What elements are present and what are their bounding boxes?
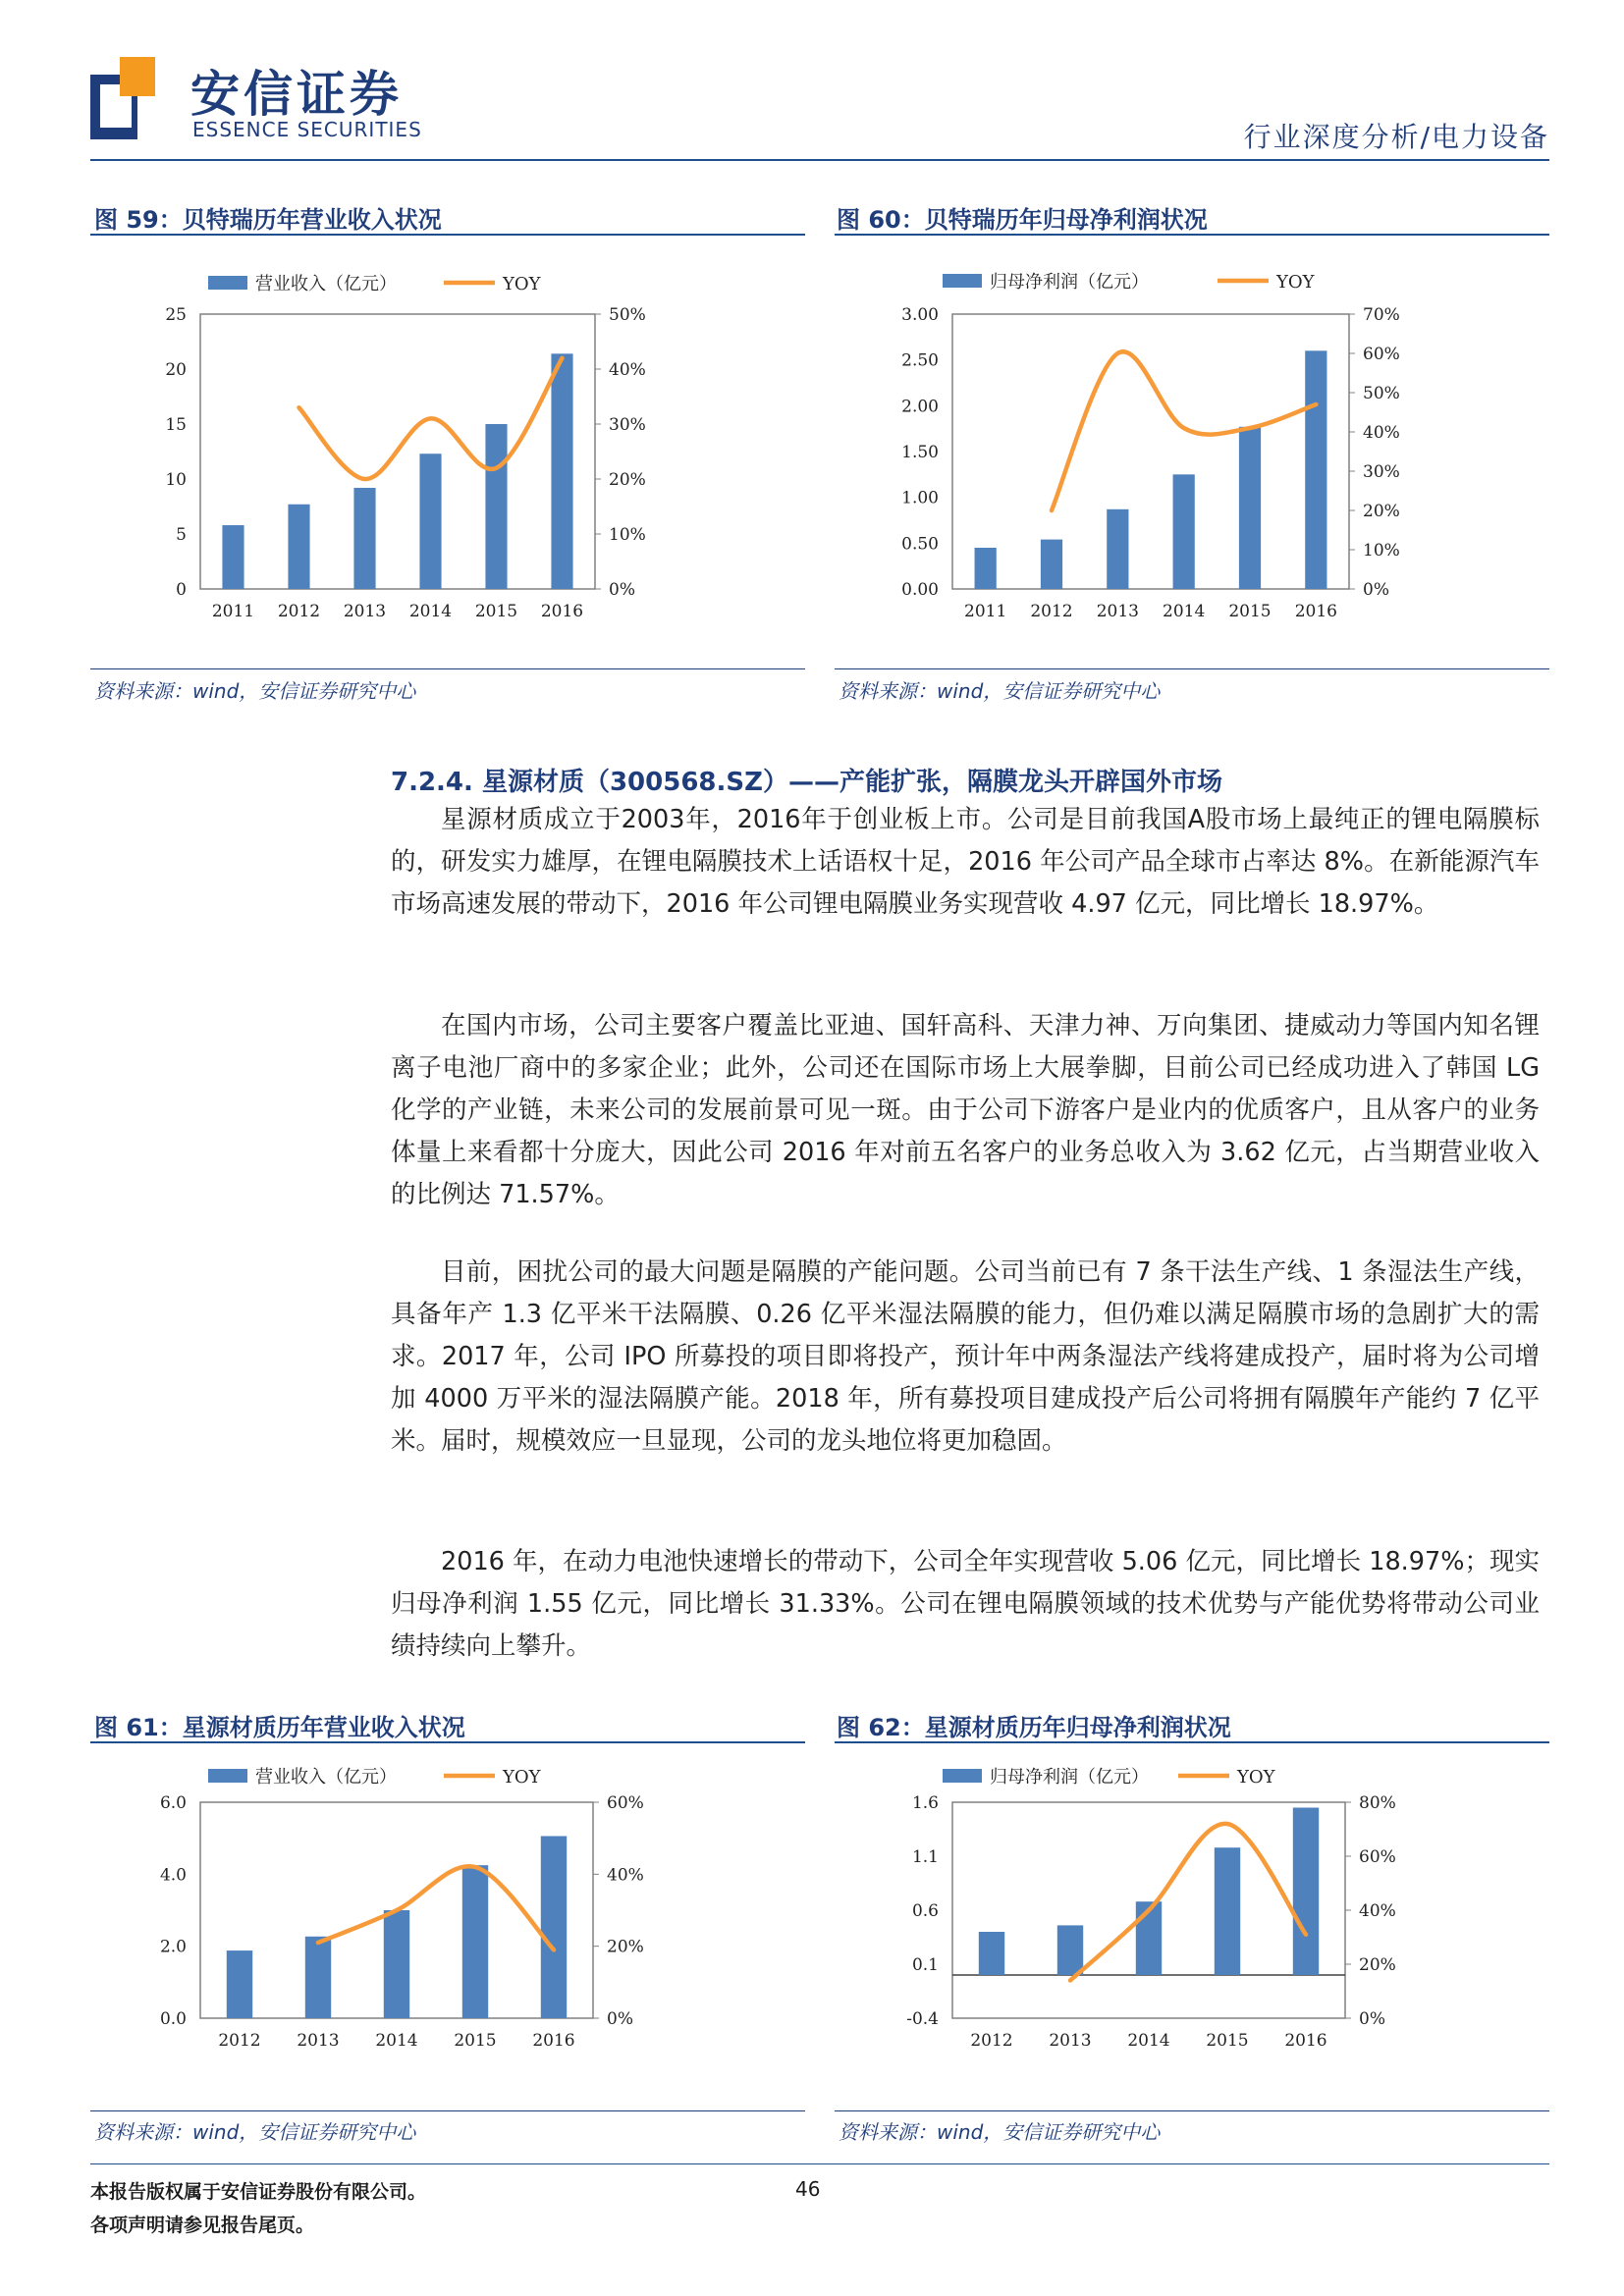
bar-2013	[1107, 509, 1128, 589]
left-axis-tick-label: 10	[165, 470, 187, 490]
left-axis-tick-label: 2.0	[159, 1937, 187, 1957]
bar-2016	[551, 353, 572, 589]
right-axis-tick-label: 0%	[607, 2009, 633, 2029]
figure-61-source: 资料来源：wind，安信证券研究中心	[94, 2120, 416, 2144]
x-axis-tick-label: 2013	[1049, 2031, 1092, 2051]
right-axis-tick-label: 10%	[1363, 541, 1400, 561]
figure-61-source-rule	[90, 2110, 805, 2111]
left-axis-tick-label: 0.6	[911, 1901, 939, 1921]
x-axis-tick-label: 2015	[474, 602, 518, 621]
right-axis-tick-label: 30%	[1363, 462, 1400, 482]
left-axis-tick-label: 15	[165, 415, 187, 435]
right-axis-tick-label: 20%	[609, 470, 646, 490]
x-axis-tick-label: 2016	[540, 602, 584, 621]
bar-2013	[1057, 1925, 1083, 1975]
left-axis-tick-label: 2.50	[901, 350, 939, 371]
right-axis-tick-label: 80%	[1359, 1793, 1396, 1813]
page-number: 46	[795, 2177, 821, 2201]
bar-2013	[305, 1937, 331, 2018]
legend-bar-label: 归母净利润（亿元）	[990, 272, 1149, 293]
legend-line-label: YOY	[503, 274, 541, 294]
right-axis-tick-label: 20%	[1363, 502, 1400, 521]
x-axis-tick-label: 2014	[408, 602, 453, 621]
x-axis-tick-label: 2015	[1228, 602, 1272, 621]
yoy-line	[1070, 1824, 1306, 1981]
left-axis-tick-label: 1.6	[911, 1793, 939, 1813]
figure-60-source-rule	[835, 668, 1549, 669]
footer-divider	[90, 2163, 1549, 2164]
header-divider	[90, 159, 1549, 161]
legend-bar-label: 营业收入（亿元）	[255, 1767, 397, 1788]
bar-2014	[384, 1910, 409, 2018]
right-axis-tick-label: 60%	[1359, 1847, 1396, 1867]
figure-61-title-rule	[90, 1741, 805, 1743]
x-axis-tick-label: 2011	[964, 602, 1007, 621]
x-axis-tick-label: 2013	[297, 2031, 340, 2051]
x-axis-tick-label: 2014	[1163, 602, 1206, 621]
x-axis-tick-label: 2015	[1206, 2031, 1249, 2051]
x-axis-tick-label: 2013	[343, 602, 387, 621]
figure-62-title: 图 62：星源材质历年归母净利润状况	[837, 1714, 1231, 1741]
left-axis-tick-label: 0.1	[911, 1955, 939, 1975]
right-axis-tick-label: 40%	[1359, 1901, 1396, 1921]
right-axis-tick-label: 60%	[1363, 345, 1400, 364]
figure-61-title: 图 61：星源材质历年营业收入状况	[94, 1714, 465, 1741]
legend-bar-label: 营业收入（亿元）	[255, 274, 397, 294]
x-axis-tick-label: 2012	[1030, 602, 1073, 621]
bar-2014	[419, 454, 441, 589]
x-axis-tick-label: 2013	[1096, 602, 1139, 621]
bar-2016	[1293, 1808, 1319, 1976]
x-axis-tick-label: 2016	[532, 2031, 575, 2051]
left-axis-tick-label: 2.00	[901, 397, 939, 417]
company-logo-icon	[90, 57, 155, 139]
x-axis-tick-label: 2012	[218, 2031, 261, 2051]
right-axis-tick-label: 20%	[1359, 1955, 1396, 1975]
figure-59-source: 资料来源：wind，安信证券研究中心	[94, 679, 416, 703]
bar-2012	[227, 1950, 252, 2018]
yoy-line	[318, 1866, 554, 1949]
left-axis-tick-label: -0.4	[906, 2009, 939, 2029]
left-axis-tick-label: 4.0	[159, 1865, 187, 1886]
figure-62-title-rule	[835, 1741, 1549, 1743]
left-axis-tick-label: 0.00	[901, 580, 939, 600]
company-name-en: ESSENCE SECURITIES	[192, 118, 422, 141]
paragraph-3: 目前，困扰公司的最大问题是隔膜的产能问题。公司当前已有 7 条干法生产线、1 条湿法生产线，具备年产 1.3 亿平米干法隔膜、0.26 亿平米湿法隔膜的能力，但仍难以满足隔膜市场的急剧扩大的需求。2017 年，公司 IPO 所募投的项目即将投产，预计年中两条湿法产线将建成投产，届时将为公司增加 4000 万平米的湿法隔膜产能。2018 年，所有募投项目建成投产后公司将拥有隔膜年产能约 7 亿平米。届时，规模效应一旦显现，公司的龙头地位将更加稳固。	[391, 1257, 1540, 1456]
bar-2015	[485, 424, 507, 589]
right-axis-tick-label: 0%	[1359, 2009, 1385, 2029]
legend-line-label: YOY	[503, 1767, 541, 1788]
bar-2011	[975, 548, 997, 589]
left-axis-tick-label: 0.0	[159, 2009, 187, 2029]
x-axis-tick-label: 2012	[970, 2031, 1013, 2051]
left-axis-tick-label: 25	[165, 305, 187, 325]
paragraph-2: 在国内市场，公司主要客户覆盖比亚迪、国轩高科、天津力神、万向集团、捷威动力等国内知名锂离子电池厂商中的多家企业；此外，公司还在国际市场上大展拳脚，目前公司已经成功进入了韩国 LG 化学的产业链，未来公司的发展前景可见一斑。由于公司下游客户是业内的优质客户，且从客户的业务体量上来看都十分庞大，因此公司 2016 年对前五名客户的业务总收入为 3.62 亿元，占当期营业收入的比例达 71.57%。	[391, 1011, 1540, 1209]
figure-62-chart	[835, 1753, 1549, 2097]
figure-59-title: 图 59：贝特瑞历年营业收入状况	[94, 206, 442, 234]
legend-bar-swatch	[943, 274, 982, 288]
left-axis-tick-label: 5	[176, 525, 187, 545]
right-axis-tick-label: 50%	[1363, 384, 1400, 403]
x-axis-tick-label: 2015	[454, 2031, 497, 2051]
legend-bar-swatch	[943, 1769, 982, 1783]
x-axis-tick-label: 2016	[1294, 602, 1337, 621]
bar-2016	[1305, 350, 1326, 589]
legend-line-label: YOY	[1237, 1767, 1275, 1788]
paragraph-1: 星源材质成立于2003年，2016年于创业板上市。公司是目前我国A股市场上最纯正的锂电隔膜标的，研发实力雄厚，在锂电隔膜技术上话语权十足，2016 年公司产品全球市占率达 8%。在新能源汽车市场高速发展的带动下，2016 年公司锂电隔膜业务实现营收 4.97 亿元，同比增长 18.97%。	[391, 805, 1540, 919]
right-axis-tick-label: 70%	[1363, 305, 1400, 325]
section-body-4	[391, 1541, 1540, 1668]
figure-62-source: 资料来源：wind，安信证券研究中心	[839, 2120, 1161, 2144]
figure-60-source: 资料来源：wind，安信证券研究中心	[839, 679, 1161, 703]
company-name-cn: 安信证券	[190, 66, 403, 123]
x-axis-tick-label: 2014	[1127, 2031, 1170, 2051]
bar-2012	[1041, 540, 1062, 589]
left-axis-tick-label: 1.00	[901, 488, 939, 508]
bar-2014	[1173, 474, 1195, 589]
right-axis-tick-label: 40%	[1363, 423, 1400, 443]
left-axis-tick-label: 20	[165, 360, 187, 380]
bar-2012	[979, 1932, 1004, 1975]
x-axis-tick-label: 2016	[1284, 2031, 1327, 2051]
right-axis-tick-label: 60%	[607, 1793, 644, 1813]
right-axis-tick-label: 10%	[609, 525, 646, 545]
left-axis-tick-label: 1.1	[911, 1847, 939, 1867]
section-title: 7.2.4. 星源材质（300568.SZ）——产能扩张，隔膜龙头开辟国外市场	[391, 768, 1222, 797]
right-axis-tick-label: 0%	[1363, 580, 1389, 600]
figure-61-chart	[90, 1753, 805, 2097]
figure-59-chart	[90, 245, 805, 658]
footer-disclaimer	[90, 2175, 426, 2242]
left-axis-tick-label: 0.50	[901, 534, 939, 555]
bar-2016	[541, 1836, 567, 2018]
right-axis-tick-label: 30%	[609, 415, 646, 435]
report-category: 行业深度分析/电力设备	[1243, 121, 1549, 153]
right-axis-tick-label: 40%	[609, 360, 646, 380]
bar-2015	[1239, 427, 1261, 589]
legend-bar-swatch	[208, 1769, 247, 1783]
left-axis-tick-label: 3.00	[901, 305, 939, 325]
legend-line-label: YOY	[1276, 272, 1315, 293]
section-body-2	[391, 1005, 1540, 1216]
footer-notice: 各项声明请参见报告尾页。	[90, 2215, 315, 2236]
figure-60-title: 图 60：贝特瑞历年归母净利润状况	[837, 206, 1208, 234]
left-axis-tick-label: 6.0	[159, 1793, 187, 1813]
figure-62-source-rule	[835, 2110, 1549, 2111]
right-axis-tick-label: 0%	[609, 580, 635, 600]
footer-copyright: 本报告版权属于安信证券股份有限公司。	[90, 2181, 427, 2203]
bar-2012	[288, 505, 309, 589]
section-body-3	[391, 1252, 1540, 1463]
legend-bar-swatch	[208, 276, 247, 290]
figure-59-source-rule	[90, 668, 805, 669]
bar-2015	[1215, 1847, 1240, 1975]
plot-frame	[952, 314, 1349, 589]
legend-bar-label: 归母净利润（亿元）	[990, 1767, 1149, 1788]
bar-2013	[353, 488, 375, 589]
bar-2011	[222, 525, 244, 589]
right-axis-tick-label: 50%	[609, 305, 646, 325]
x-axis-tick-label: 2014	[375, 2031, 418, 2051]
left-axis-tick-label: 0	[176, 580, 187, 600]
left-axis-tick-label: 1.50	[901, 443, 939, 462]
x-axis-tick-label: 2012	[277, 602, 321, 621]
figure-60-title-rule	[835, 234, 1549, 236]
right-axis-tick-label: 40%	[607, 1865, 644, 1886]
section-body	[391, 799, 1540, 926]
paragraph-4: 2016 年，在动力电池快速增长的带动下，公司全年实现营收 5.06 亿元，同比增长 18.97%；现实归母净利润 1.55 亿元，同比增长 31.33%。公司在锂电隔膜领域的技术优势与产能优势将带动公司业绩持续向上攀升。	[391, 1547, 1540, 1661]
bar-2015	[462, 1865, 488, 2018]
figure-59-title-rule	[90, 234, 805, 236]
figure-60-chart	[835, 245, 1549, 658]
right-axis-tick-label: 20%	[607, 1937, 644, 1957]
x-axis-tick-label: 2011	[211, 602, 255, 621]
